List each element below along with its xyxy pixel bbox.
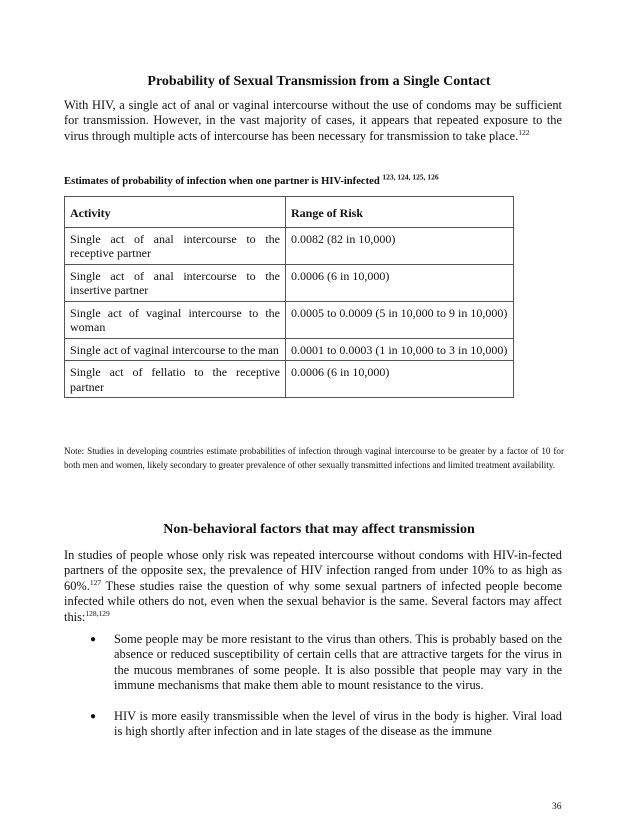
risk-cell: 0.0082 (82 in 10,000) <box>286 227 514 264</box>
non-behavioral-paragraph <box>64 548 562 625</box>
activity-cell: Single act of fellatio to the receptive partner <box>65 361 286 398</box>
paragraph-text-a: In studies of people whose only risk was repeated intercourse without condoms with HIV-in-fected partners of the opposite sex, the prevalence of HIV infection ranged from under 10% to as high as 60%. <box>64 548 562 593</box>
table-note: Note: Studies in developing countries estimate probabilities of infection through vaginal intercourse to be greater by a factor of 10 for both men and women, likely secondary to greater prevalence of other sexually transmitted infections and limited treatment availability. <box>64 446 564 470</box>
intro-paragraph <box>64 98 562 144</box>
table-header-row <box>65 197 514 228</box>
table-caption-refs: 123, 124, 125, 126 <box>382 172 439 182</box>
factor-list <box>90 632 562 754</box>
risk-cell: 0.0005 to 0.0009 (5 in 10,000 to 9 in 10,000) <box>286 301 514 338</box>
table-row <box>65 338 514 361</box>
table-caption-text: Estimates of probability of infection when one partner is HIV-infected <box>64 176 380 187</box>
activity-cell: Single act of vaginal intercourse to the woman <box>65 301 286 338</box>
table-row <box>65 301 514 338</box>
risk-table <box>64 196 514 398</box>
section-title-non-behavioral: Non-behavioral factors that may affect transmission <box>163 522 475 537</box>
list-item-text: HIV is more easily transmissible when the level of virus in the body is higher. Viral load is high shortly after infection and in late stages of the disease as the immune <box>114 708 562 739</box>
intro-reference: 122 <box>518 127 530 137</box>
activity-cell: Single act of anal intercourse to the insertive partner <box>65 264 286 301</box>
header-range-of-risk: Range of Risk <box>286 197 514 228</box>
risk-cell: 0.0006 (6 in 10,000) <box>286 361 514 398</box>
section-title-transmission: Probability of Sexual Transmission from a Single Contact <box>147 74 491 89</box>
table-row <box>65 264 514 301</box>
table-row <box>65 227 514 264</box>
list-item <box>90 709 562 740</box>
list-item <box>90 632 562 694</box>
bullet-icon: ● <box>90 634 97 645</box>
paragraph-reference-b: 128,129 <box>85 608 110 618</box>
intro-text: With HIV, a single act of anal or vaginal intercourse without the use of condoms may be sufficient for transmission. However, in the vast majority of cases, it appears that repeated exposure to the virus through multiple acts of intercourse has been necessary for transmission to take place. <box>64 98 562 143</box>
risk-cell: 0.0006 (6 in 10,000) <box>286 264 514 301</box>
risk-cell: 0.0001 to 0.0003 (1 in 10,000 to 3 in 10,000) <box>286 338 514 361</box>
list-item-text: Some people may be more resistant to the virus than others. This is probably based on the absence or reduced susceptibility of certain cells that are attractive targets for the virus in the mucous membranes of some people. It is also possible that people may vary in the immune mechanisms that make them able to mount resistance to the virus. <box>114 632 562 693</box>
table-row <box>65 361 514 398</box>
paragraph-reference-a: 127 <box>89 577 102 587</box>
activity-cell: Single act of anal intercourse to the receptive partner <box>65 227 286 264</box>
paragraph-text-b: These studies raise the question of why some sexual partners of infected people become infected while others do not, even when the sexual behavior is the same. Several factors may affect this: <box>64 578 562 624</box>
activity-cell: Single act of vaginal intercourse to the man <box>65 338 286 361</box>
table-caption <box>64 172 564 187</box>
header-activity: Activity <box>65 197 286 228</box>
page-number: 36 <box>552 802 562 812</box>
bullet-icon: ● <box>90 710 97 722</box>
